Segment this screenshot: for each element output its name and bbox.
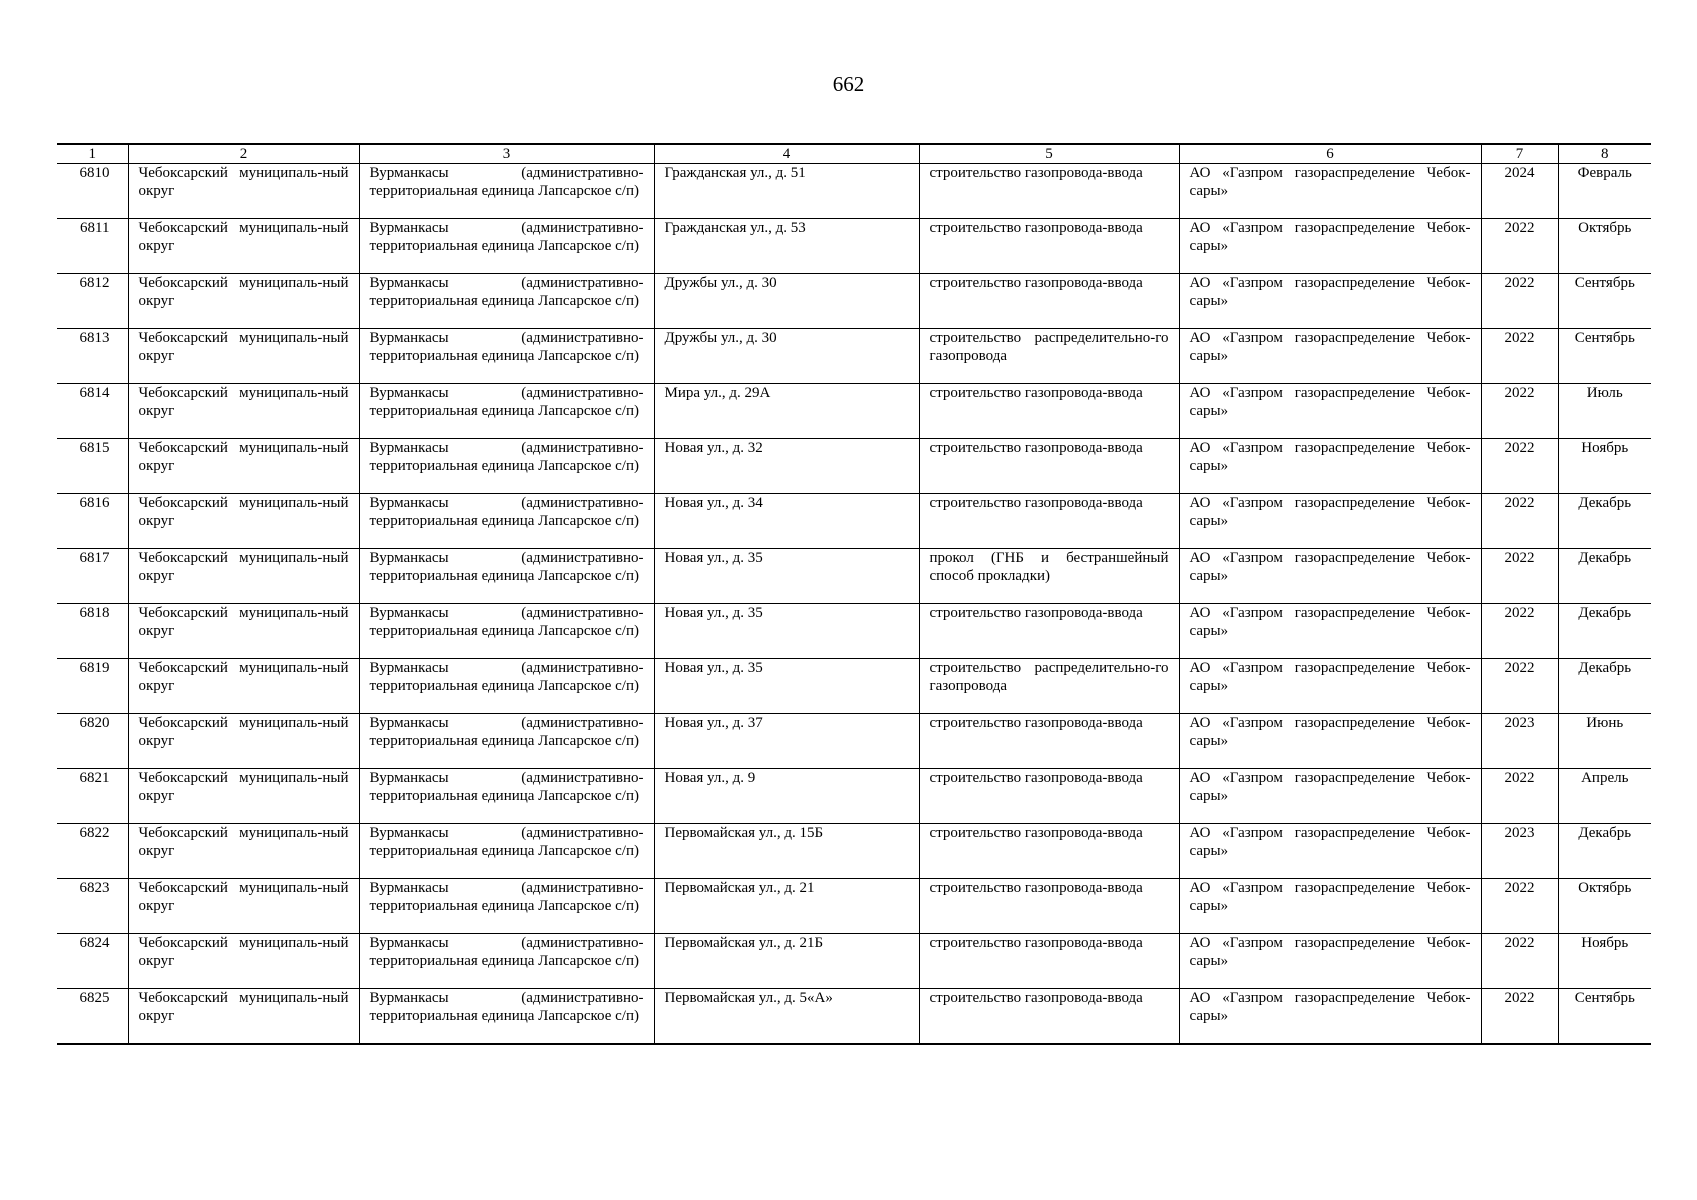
- settlement-cell: Вурманкасы (административно-территориальная единица Лапсарское с/п): [359, 604, 654, 659]
- address-cell: Гражданская ул., д. 53: [654, 219, 919, 274]
- column-header: 7: [1481, 144, 1558, 164]
- column-header: 8: [1558, 144, 1651, 164]
- district-cell: Чебоксарский муниципаль-ный округ: [128, 439, 359, 494]
- settlement-cell: Вурманкасы (административно-территориальная единица Лапсарское с/п): [359, 879, 654, 934]
- row-number-cell: 6812: [57, 274, 128, 329]
- work-type-cell: строительство газопровода-ввода: [919, 494, 1179, 549]
- month-cell: Октябрь: [1558, 219, 1651, 274]
- work-type-cell: строительство газопровода-ввода: [919, 604, 1179, 659]
- organization-cell: АО «Газпром газораспределение Чебок-сары»: [1179, 329, 1481, 384]
- organization-cell: АО «Газпром газораспределение Чебок-сары»: [1179, 714, 1481, 769]
- month-cell: Июнь: [1558, 714, 1651, 769]
- row-number-cell: 6819: [57, 659, 128, 714]
- table-row: [57, 329, 1651, 384]
- month-cell: Февраль: [1558, 164, 1651, 219]
- table-row: [57, 879, 1651, 934]
- district-cell: Чебоксарский муниципаль-ный округ: [128, 384, 359, 439]
- year-cell: 2022: [1481, 494, 1558, 549]
- organization-cell: АО «Газпром газораспределение Чебок-сары»: [1179, 439, 1481, 494]
- column-header: 4: [654, 144, 919, 164]
- organization-cell: АО «Газпром газораспределение Чебок-сары»: [1179, 934, 1481, 989]
- row-number-cell: 6823: [57, 879, 128, 934]
- year-cell: 2023: [1481, 714, 1558, 769]
- settlement-cell: Вурманкасы (административно-территориальная единица Лапсарское с/п): [359, 549, 654, 604]
- district-cell: Чебоксарский муниципаль-ный округ: [128, 989, 359, 1045]
- year-cell: 2022: [1481, 384, 1558, 439]
- column-number-row: [57, 144, 1651, 164]
- year-cell: 2023: [1481, 824, 1558, 879]
- month-cell: Ноябрь: [1558, 934, 1651, 989]
- settlement-cell: Вурманкасы (административно-территориальная единица Лапсарское с/п): [359, 384, 654, 439]
- settlement-cell: Вурманкасы (административно-территориальная единица Лапсарское с/п): [359, 934, 654, 989]
- year-cell: 2022: [1481, 659, 1558, 714]
- month-cell: Сентябрь: [1558, 989, 1651, 1045]
- address-cell: Дружбы ул., д. 30: [654, 329, 919, 384]
- row-number-cell: 6811: [57, 219, 128, 274]
- district-cell: Чебоксарский муниципаль-ный округ: [128, 659, 359, 714]
- district-cell: Чебоксарский муниципаль-ный округ: [128, 164, 359, 219]
- settlement-cell: Вурманкасы (административно-территориальная единица Лапсарское с/п): [359, 439, 654, 494]
- month-cell: Сентябрь: [1558, 274, 1651, 329]
- row-number-cell: 6817: [57, 549, 128, 604]
- column-header: 5: [919, 144, 1179, 164]
- address-cell: Новая ул., д. 35: [654, 659, 919, 714]
- district-cell: Чебоксарский муниципаль-ный округ: [128, 769, 359, 824]
- table-row: [57, 384, 1651, 439]
- address-cell: Новая ул., д. 35: [654, 604, 919, 659]
- row-number-cell: 6815: [57, 439, 128, 494]
- address-cell: Новая ул., д. 32: [654, 439, 919, 494]
- year-cell: 2022: [1481, 989, 1558, 1045]
- page-number: 662: [832, 72, 865, 96]
- table-row: [57, 494, 1651, 549]
- year-cell: 2024: [1481, 164, 1558, 219]
- work-type-cell: строительство распределительно-го газопровода: [919, 659, 1179, 714]
- column-header: 3: [359, 144, 654, 164]
- work-type-cell: строительство газопровода-ввода: [919, 879, 1179, 934]
- work-type-cell: строительство газопровода-ввода: [919, 164, 1179, 219]
- table-row: [57, 164, 1651, 219]
- organization-cell: АО «Газпром газораспределение Чебок-сары»: [1179, 604, 1481, 659]
- table-row: [57, 659, 1651, 714]
- settlement-cell: Вурманкасы (административно-территориальная единица Лапсарское с/п): [359, 164, 654, 219]
- work-type-cell: прокол (ГНБ и бестраншейный способ прокладки): [919, 549, 1179, 604]
- settlement-cell: Вурманкасы (административно-территориальная единица Лапсарское с/п): [359, 769, 654, 824]
- work-type-cell: строительство газопровода-ввода: [919, 714, 1179, 769]
- month-cell: Декабрь: [1558, 494, 1651, 549]
- year-cell: 2022: [1481, 549, 1558, 604]
- organization-cell: АО «Газпром газораспределение Чебок-сары»: [1179, 494, 1481, 549]
- settlement-cell: Вурманкасы (административно-территориальная единица Лапсарское с/п): [359, 714, 654, 769]
- district-cell: Чебоксарский муниципаль-ный округ: [128, 219, 359, 274]
- organization-cell: АО «Газпром газораспределение Чебок-сары»: [1179, 659, 1481, 714]
- row-number-cell: 6821: [57, 769, 128, 824]
- year-cell: 2022: [1481, 769, 1558, 824]
- table-row: [57, 989, 1651, 1045]
- settlement-cell: Вурманкасы (административно-территориальная единица Лапсарское с/п): [359, 219, 654, 274]
- column-header: 2: [128, 144, 359, 164]
- organization-cell: АО «Газпром газораспределение Чебок-сары»: [1179, 769, 1481, 824]
- district-cell: Чебоксарский муниципаль-ный округ: [128, 549, 359, 604]
- gasification-table: [57, 143, 1651, 1045]
- address-cell: Первомайская ул., д. 21Б: [654, 934, 919, 989]
- work-type-cell: строительство газопровода-ввода: [919, 439, 1179, 494]
- work-type-cell: строительство газопровода-ввода: [919, 769, 1179, 824]
- address-cell: Первомайская ул., д. 5«А»: [654, 989, 919, 1045]
- work-type-cell: строительство газопровода-ввода: [919, 989, 1179, 1045]
- work-type-cell: строительство газопровода-ввода: [919, 274, 1179, 329]
- district-cell: Чебоксарский муниципаль-ный округ: [128, 714, 359, 769]
- year-cell: 2022: [1481, 274, 1558, 329]
- address-cell: Дружбы ул., д. 30: [654, 274, 919, 329]
- settlement-cell: Вурманкасы (административно-территориальная единица Лапсарское с/п): [359, 274, 654, 329]
- organization-cell: АО «Газпром газораспределение Чебок-сары»: [1179, 164, 1481, 219]
- row-number-cell: 6825: [57, 989, 128, 1045]
- table-row: [57, 934, 1651, 989]
- row-number-cell: 6818: [57, 604, 128, 659]
- work-type-cell: строительство газопровода-ввода: [919, 824, 1179, 879]
- table-row: [57, 274, 1651, 329]
- year-cell: 2022: [1481, 219, 1558, 274]
- address-cell: Мира ул., д. 29А: [654, 384, 919, 439]
- district-cell: Чебоксарский муниципаль-ный округ: [128, 274, 359, 329]
- month-cell: Апрель: [1558, 769, 1651, 824]
- district-cell: Чебоксарский муниципаль-ный округ: [128, 824, 359, 879]
- organization-cell: АО «Газпром газораспределение Чебок-сары»: [1179, 274, 1481, 329]
- column-header: 1: [57, 144, 128, 164]
- month-cell: Октябрь: [1558, 879, 1651, 934]
- district-cell: Чебоксарский муниципаль-ный округ: [128, 934, 359, 989]
- month-cell: Сентябрь: [1558, 329, 1651, 384]
- month-cell: Июль: [1558, 384, 1651, 439]
- year-cell: 2022: [1481, 604, 1558, 659]
- row-number-cell: 6810: [57, 164, 128, 219]
- work-type-cell: строительство газопровода-ввода: [919, 384, 1179, 439]
- year-cell: 2022: [1481, 879, 1558, 934]
- work-type-cell: строительство газопровода-ввода: [919, 219, 1179, 274]
- settlement-cell: Вурманкасы (административно-территориальная единица Лапсарское с/п): [359, 824, 654, 879]
- table-row: [57, 549, 1651, 604]
- district-cell: Чебоксарский муниципаль-ный округ: [128, 494, 359, 549]
- settlement-cell: Вурманкасы (административно-территориальная единица Лапсарское с/п): [359, 329, 654, 384]
- district-cell: Чебоксарский муниципаль-ный округ: [128, 604, 359, 659]
- organization-cell: АО «Газпром газораспределение Чебок-сары»: [1179, 219, 1481, 274]
- month-cell: Декабрь: [1558, 549, 1651, 604]
- organization-cell: АО «Газпром газораспределение Чебок-сары»: [1179, 989, 1481, 1045]
- month-cell: Декабрь: [1558, 824, 1651, 879]
- address-cell: Первомайская ул., д. 21: [654, 879, 919, 934]
- row-number-cell: 6816: [57, 494, 128, 549]
- row-number-cell: 6814: [57, 384, 128, 439]
- settlement-cell: Вурманкасы (административно-территориальная единица Лапсарское с/п): [359, 989, 654, 1045]
- table-row: [57, 769, 1651, 824]
- settlement-cell: Вурманкасы (административно-территориальная единица Лапсарское с/п): [359, 659, 654, 714]
- table-row: [57, 714, 1651, 769]
- organization-cell: АО «Газпром газораспределение Чебок-сары»: [1179, 879, 1481, 934]
- table-row: [57, 439, 1651, 494]
- organization-cell: АО «Газпром газораспределение Чебок-сары»: [1179, 384, 1481, 439]
- row-number-cell: 6813: [57, 329, 128, 384]
- year-cell: 2022: [1481, 329, 1558, 384]
- district-cell: Чебоксарский муниципаль-ный округ: [128, 329, 359, 384]
- address-cell: Гражданская ул., д. 51: [654, 164, 919, 219]
- settlement-cell: Вурманкасы (административно-территориальная единица Лапсарское с/п): [359, 494, 654, 549]
- address-cell: Новая ул., д. 35: [654, 549, 919, 604]
- year-cell: 2022: [1481, 439, 1558, 494]
- column-header: 6: [1179, 144, 1481, 164]
- row-number-cell: 6820: [57, 714, 128, 769]
- month-cell: Ноябрь: [1558, 439, 1651, 494]
- district-cell: Чебоксарский муниципаль-ный округ: [128, 879, 359, 934]
- address-cell: Новая ул., д. 34: [654, 494, 919, 549]
- address-cell: Новая ул., д. 37: [654, 714, 919, 769]
- organization-cell: АО «Газпром газораспределение Чебок-сары»: [1179, 824, 1481, 879]
- row-number-cell: 6822: [57, 824, 128, 879]
- month-cell: Декабрь: [1558, 604, 1651, 659]
- table-row: [57, 219, 1651, 274]
- address-cell: Первомайская ул., д. 15Б: [654, 824, 919, 879]
- work-type-cell: строительство распределительно-го газопровода: [919, 329, 1179, 384]
- table-row: [57, 604, 1651, 659]
- address-cell: Новая ул., д. 9: [654, 769, 919, 824]
- table-row: [57, 824, 1651, 879]
- row-number-cell: 6824: [57, 934, 128, 989]
- work-type-cell: строительство газопровода-ввода: [919, 934, 1179, 989]
- year-cell: 2022: [1481, 934, 1558, 989]
- month-cell: Декабрь: [1558, 659, 1651, 714]
- organization-cell: АО «Газпром газораспределение Чебок-сары»: [1179, 549, 1481, 604]
